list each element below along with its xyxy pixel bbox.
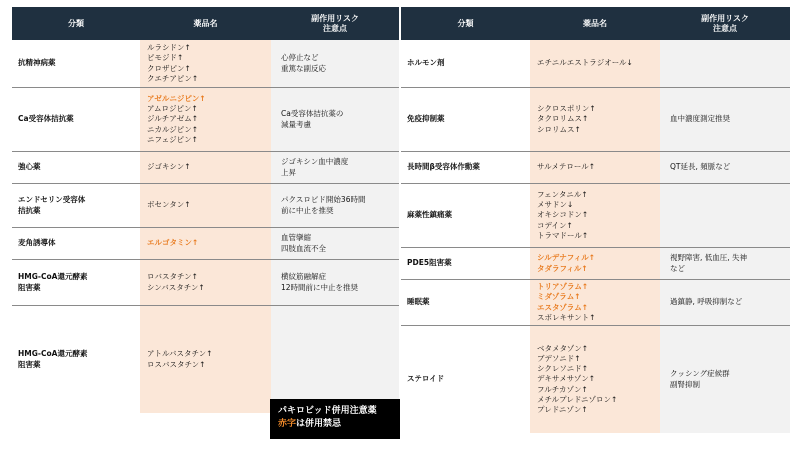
header-risk-line1: 副作用リスク — [701, 13, 749, 23]
drug-name: タクロリムス↑ — [537, 114, 589, 124]
risk-text: 過鎮静, 呼吸抑制など — [670, 297, 743, 307]
drug-cell — [530, 326, 660, 433]
header-category: 分類 — [68, 18, 84, 28]
left-table — [12, 7, 399, 447]
drug-cell — [140, 306, 271, 413]
category-text: 麻薬性鎮痛薬 — [407, 210, 452, 220]
risk-text: 血中濃度測定推奨 — [670, 114, 730, 124]
category-cell — [401, 88, 530, 151]
legend-note — [270, 399, 400, 439]
drug-name: ロスバスタチン↑ — [147, 359, 206, 369]
drug-name: サルメテロール↑ — [537, 162, 596, 172]
category-text: 麦角誘導体 — [18, 238, 56, 248]
category-cell — [12, 260, 140, 305]
category-cell — [401, 280, 530, 325]
table-row — [401, 88, 790, 152]
drug-cell — [530, 184, 660, 247]
category-text: 強心薬 — [18, 162, 41, 172]
drug-name: シクレソニド↑ — [537, 364, 588, 374]
drug-name: ジルチアゼム↑ — [147, 114, 199, 124]
drug-cell — [140, 184, 271, 227]
header-risk-line2: 注意点 — [713, 23, 737, 33]
risk-text: 視野障害, 低血圧, 失神 — [670, 253, 748, 263]
risk-text: 心停止など — [281, 53, 319, 63]
risk-text: 横紋筋融解症 — [281, 272, 326, 282]
table-row — [12, 184, 399, 228]
category-text: 睡眠薬 — [407, 297, 430, 307]
drug-cell — [140, 228, 271, 259]
category-cell — [12, 184, 140, 227]
header-risk — [271, 7, 399, 40]
category-cell — [401, 40, 530, 87]
drug-name: デキサメサゾン↑ — [537, 374, 596, 384]
risk-cell — [660, 248, 790, 279]
drug-cell — [530, 40, 660, 87]
risk-text: 副腎抑制 — [670, 379, 700, 389]
drug-name: シクロスポリン↑ — [537, 104, 596, 114]
drug-name: ジゴキシン↑ — [147, 162, 191, 172]
category-text: ステロイド — [407, 374, 445, 384]
drug-name: フルチカゾン↑ — [537, 384, 588, 394]
header-risk-line1: 副作用リスク — [311, 13, 359, 23]
category-cell — [12, 306, 140, 413]
left-header — [12, 7, 399, 40]
note-line1: パキロビッド併用注意薬 — [278, 406, 377, 416]
table-row — [401, 248, 790, 280]
left-rows — [12, 40, 399, 447]
header-drug: 薬品名 — [193, 18, 218, 28]
drug-name: メチルプレドニゾロン↑ — [537, 394, 618, 404]
table-row — [401, 326, 790, 433]
drug-name: ロバスタチン↑ — [147, 272, 198, 282]
risk-text: など — [670, 263, 685, 273]
interaction-table — [12, 7, 790, 447]
drug-name: クエチアピン↑ — [147, 73, 199, 83]
drug-name: クロザピン↑ — [147, 63, 191, 73]
risk-cell — [271, 40, 399, 87]
category-text: 阻害薬 — [18, 282, 41, 292]
drug-name: トリアゾラム↑ — [537, 282, 589, 292]
risk-text: ジゴキシン血中濃度 — [281, 157, 349, 167]
risk-text: QT延長, 頻脈など — [670, 162, 731, 172]
drug-cell — [530, 88, 660, 151]
drug-name: トラマドール↑ — [537, 230, 589, 240]
drug-name: プレドニゾン↑ — [537, 404, 588, 414]
category-cell — [12, 88, 140, 151]
header-risk-line2: 注意点 — [323, 23, 347, 33]
drug-name: アムロジピン↑ — [147, 104, 198, 114]
risk-text: 四肢血流不全 — [281, 243, 326, 253]
category-cell — [401, 248, 530, 279]
drug-name: スボレキサント↑ — [537, 312, 596, 322]
drug-name: シロリムス↑ — [537, 124, 581, 134]
category-cell — [12, 228, 140, 259]
category-cell — [401, 152, 530, 183]
category-cell — [401, 326, 530, 433]
drug-name: コデイン↑ — [537, 220, 573, 230]
note-line2 — [278, 418, 392, 431]
table-row — [12, 306, 399, 413]
table-row — [12, 88, 399, 152]
table-row — [401, 152, 790, 184]
category-text: 阻害薬 — [18, 359, 41, 369]
category-text: PDE5阻害薬 — [407, 258, 452, 268]
category-cell — [12, 152, 140, 183]
risk-cell — [660, 88, 790, 151]
right-table — [401, 7, 790, 447]
category-text: HMG-CoA還元酵素 — [18, 349, 88, 359]
drug-name: エルゴタミン↑ — [147, 238, 199, 248]
drug-cell — [530, 248, 660, 279]
risk-cell — [271, 88, 399, 151]
drug-name: ブデソニド↑ — [537, 354, 581, 364]
table-row — [401, 184, 790, 248]
drug-name: ピモジド↑ — [147, 53, 184, 63]
drug-name: エスタゾラム↑ — [537, 302, 588, 312]
drug-cell — [140, 88, 271, 151]
note-rest: は併用禁忌 — [296, 419, 342, 430]
drug-name: ルラシドン↑ — [147, 43, 191, 53]
drug-name: オキシコドン↑ — [537, 210, 589, 220]
drug-name: メサドン↓ — [537, 200, 574, 210]
risk-cell — [660, 40, 790, 87]
risk-text: 血管攣縮 — [281, 233, 311, 243]
drug-cell — [140, 152, 271, 183]
drug-name: ベタメタゾン↑ — [537, 344, 589, 354]
risk-cell — [660, 152, 790, 183]
category-text: HMG-CoA還元酵素 — [18, 272, 88, 282]
risk-text: 重篤な副反応 — [281, 63, 326, 73]
drug-name: ニフェジピン↑ — [147, 134, 198, 144]
risk-text: 12時間前に中止を推奨 — [281, 282, 359, 292]
drug-name: タダラフィル↑ — [537, 263, 588, 273]
right-header — [401, 7, 790, 40]
drug-name: シンバスタチン↑ — [147, 282, 205, 292]
risk-text: Ca受容体拮抗薬の — [281, 109, 344, 119]
drug-name: アゼルニジピン↑ — [147, 94, 206, 104]
risk-cell — [660, 184, 790, 247]
risk-cell — [271, 152, 399, 183]
category-cell — [12, 40, 140, 87]
drug-name: シルデナフィル↑ — [537, 253, 595, 263]
category-text: エンドセリン受容体 — [18, 195, 86, 205]
drug-name: ミダゾラム↑ — [537, 292, 581, 302]
risk-text: 減量考慮 — [281, 119, 311, 129]
risk-cell — [271, 306, 399, 413]
drug-cell — [530, 152, 660, 183]
drug-name: エチニルエストラジオール↓ — [537, 58, 633, 68]
table-row — [12, 228, 399, 260]
risk-cell — [660, 326, 790, 433]
drug-cell — [140, 260, 271, 305]
table-row — [12, 260, 399, 306]
risk-text: クッシング症候群 — [670, 369, 730, 379]
risk-cell — [271, 260, 399, 305]
drug-name: ニカルジピン↑ — [147, 124, 199, 134]
risk-cell — [271, 228, 399, 259]
right-rows — [401, 40, 790, 447]
drug-cell — [140, 40, 271, 87]
header-drug: 薬品名 — [583, 18, 607, 28]
risk-cell — [660, 280, 790, 325]
header-category: 分類 — [457, 18, 474, 28]
header-risk — [660, 7, 790, 40]
drug-name: フェンタニル↑ — [537, 190, 588, 200]
table-row — [12, 40, 399, 88]
risk-cell — [271, 184, 399, 227]
category-text: ホルモン剤 — [407, 58, 445, 68]
category-text: 長時間β受容体作動薬 — [407, 162, 480, 172]
category-text: 抗精神病薬 — [18, 58, 56, 68]
category-text: Ca受容体拮抗薬 — [18, 114, 74, 124]
category-cell — [401, 184, 530, 247]
risk-text: 前に中止を推奨 — [281, 205, 334, 215]
note-red-word: 赤字 — [278, 419, 297, 430]
risk-text: 上昇 — [281, 167, 296, 177]
drug-name: アトルバスタチン↑ — [147, 349, 213, 359]
table-row — [12, 152, 399, 184]
drug-name: ボセンタン↑ — [147, 200, 191, 210]
drug-cell — [530, 280, 660, 325]
table-row — [401, 280, 790, 326]
category-text: 免疫抑制薬 — [407, 114, 445, 124]
category-text: 拮抗薬 — [18, 205, 41, 215]
table-row — [401, 40, 790, 88]
risk-text: パクスロビド開始36時間 — [281, 195, 366, 205]
